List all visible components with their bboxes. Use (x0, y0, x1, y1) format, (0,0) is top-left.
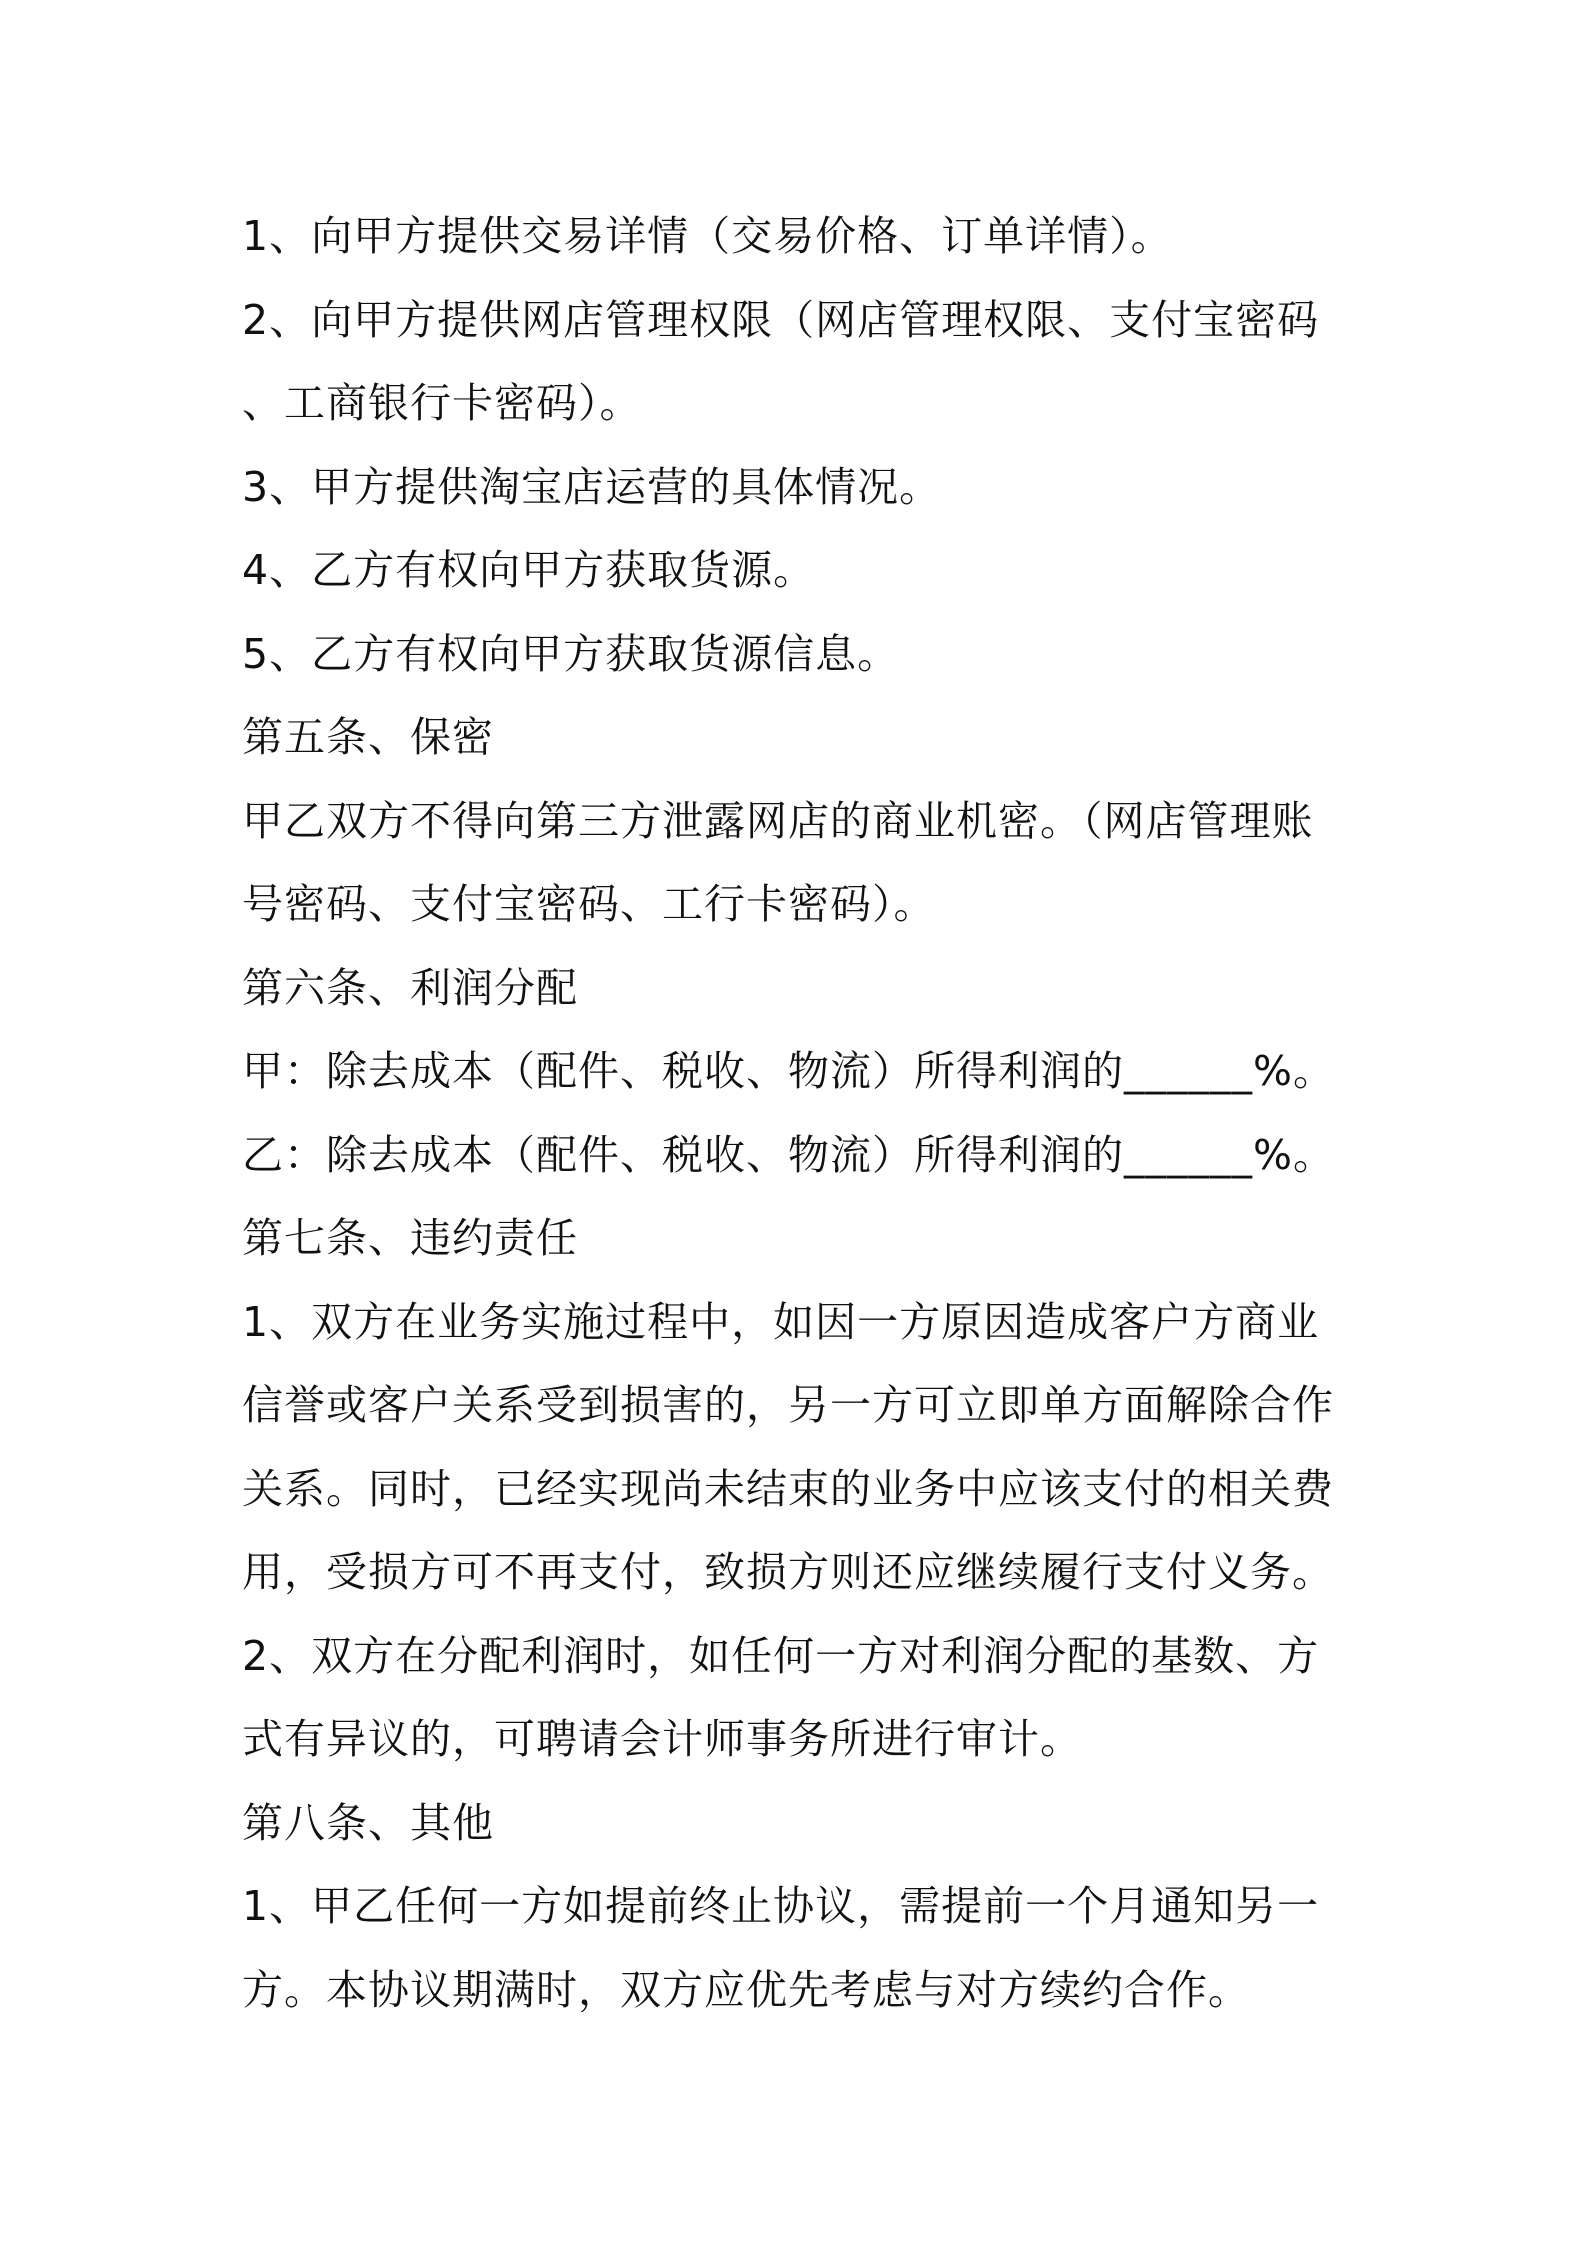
confidentiality-text-continued: 号密码、支付宝密码、工行卡密码）。 (242, 880, 936, 928)
other-item-1: 1、甲乙任何一方如提前终止协议，需提前一个月通知另一 (242, 1882, 1320, 1930)
clause-item-5: 5、乙方有权向甲方获取货源信息。 (242, 629, 900, 678)
liability-item-2: 2、双方在分配利润时，如任何一方对利润分配的基数、方 (242, 1631, 1320, 1680)
liability-item-1-continued: 关系。同时，已经实现尚未结束的业务中应该支付的相关费 (242, 1464, 1334, 1513)
section-heading-other: 第八条、其他 (242, 1798, 494, 1847)
clause-item-1: 1、向甲方提供交易详情（交易价格、订单详情）。 (242, 212, 1173, 260)
section-heading-liability: 第七条、违约责任 (242, 1214, 578, 1262)
clause-item-4: 4、乙方有权向甲方获取货源。 (242, 546, 816, 594)
confidentiality-text: 甲乙双方不得向第三方泄露网店的商业机密。（网店管理账 (242, 796, 1314, 845)
liability-item-1-continued: 信誉或客户关系受到损害的，另一方可立即单方面解除合作 (242, 1381, 1334, 1429)
clause-item-2: 2、向甲方提供网店管理权限（网店管理权限、支付宝密码 (242, 295, 1320, 344)
liability-item-1-continued: 用，受损方可不再支付，致损方则还应继续履行支付义务。 (242, 1548, 1334, 1596)
document-body (242, 195, 1362, 2032)
profit-share-party-a: 甲：除去成本（配件、税收、物流）所得利润的______%。 (242, 1047, 1335, 1095)
other-item-1-continued: 方。本协议期满时，双方应优先考虑与对方续约合作。 (242, 1965, 1250, 2014)
clause-item-3: 3、甲方提供淘宝店运营的具体情况。 (242, 462, 942, 511)
section-heading-profit-distribution: 第六条、利润分配 (242, 963, 578, 1012)
clause-item-2-continued: 、工商银行卡密码）。 (242, 379, 642, 427)
section-heading-confidentiality: 第五条、保密 (242, 713, 494, 761)
liability-item-1: 1、双方在业务实施过程中，如因一方原因造成客户方商业 (242, 1297, 1320, 1346)
liability-item-2-continued: 式有异议的，可聘请会计师事务所进行审计。 (242, 1715, 1082, 1763)
profit-share-party-b: 乙：除去成本（配件、税收、物流）所得利润的______%。 (242, 1130, 1335, 1179)
